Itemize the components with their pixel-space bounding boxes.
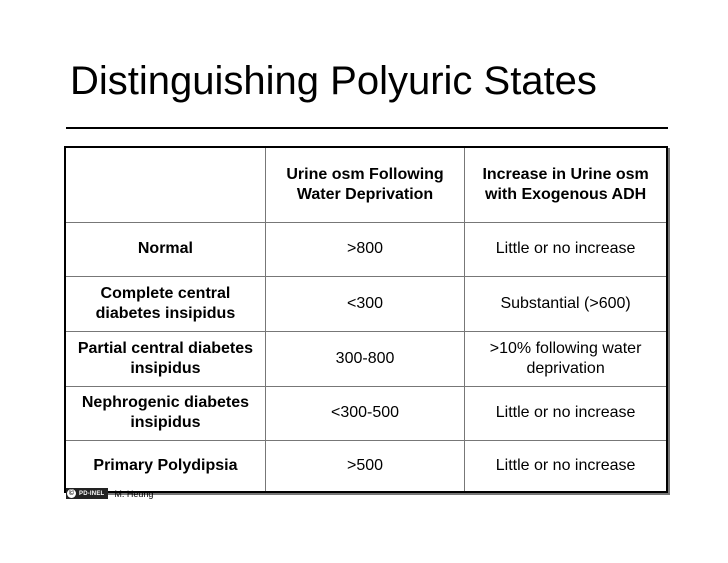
table-row (65, 222, 667, 276)
table-header-row (65, 147, 667, 222)
header-cell-exogenous-adh: Increase in Urine osm with Exogenous ADH (465, 147, 667, 222)
deprivation-cell: <300-500 (265, 386, 464, 440)
row-label: Normal (65, 222, 265, 276)
row-label: Primary Polydipsia (65, 440, 265, 492)
row-label: Complete central diabetes insipidus (65, 276, 265, 331)
row-label: Nephrogenic diabetes insipidus (65, 386, 265, 440)
slide-title: Distinguishing Polyuric States (70, 59, 597, 103)
license-badge (66, 488, 108, 499)
table-row (65, 386, 667, 440)
deprivation-cell: >500 (265, 440, 464, 492)
table-row (65, 331, 667, 386)
copyright-icon: © (68, 490, 75, 497)
row-label: Partial central diabetes insipidus (65, 331, 265, 386)
adh-cell: Little or no increase (465, 386, 667, 440)
header-cell-water-deprivation: Urine osm Following Water Deprivation (265, 147, 464, 222)
table-row (65, 440, 667, 492)
deprivation-cell: <300 (265, 276, 464, 331)
table-row (65, 276, 667, 331)
deprivation-cell: 300-800 (265, 331, 464, 386)
polyuric-states-table (64, 146, 668, 493)
image-credit (66, 488, 153, 499)
header-cell-empty (65, 147, 265, 222)
adh-cell: Substantial (>600) (465, 276, 667, 331)
title-divider (66, 127, 668, 129)
deprivation-cell: >800 (265, 222, 464, 276)
adh-cell: Little or no increase (465, 440, 667, 492)
adh-cell: >10% following water deprivation (465, 331, 667, 386)
license-badge-text: PD-INEL (79, 490, 105, 497)
adh-cell: Little or no increase (465, 222, 667, 276)
credit-author: M. Heung (114, 488, 154, 499)
